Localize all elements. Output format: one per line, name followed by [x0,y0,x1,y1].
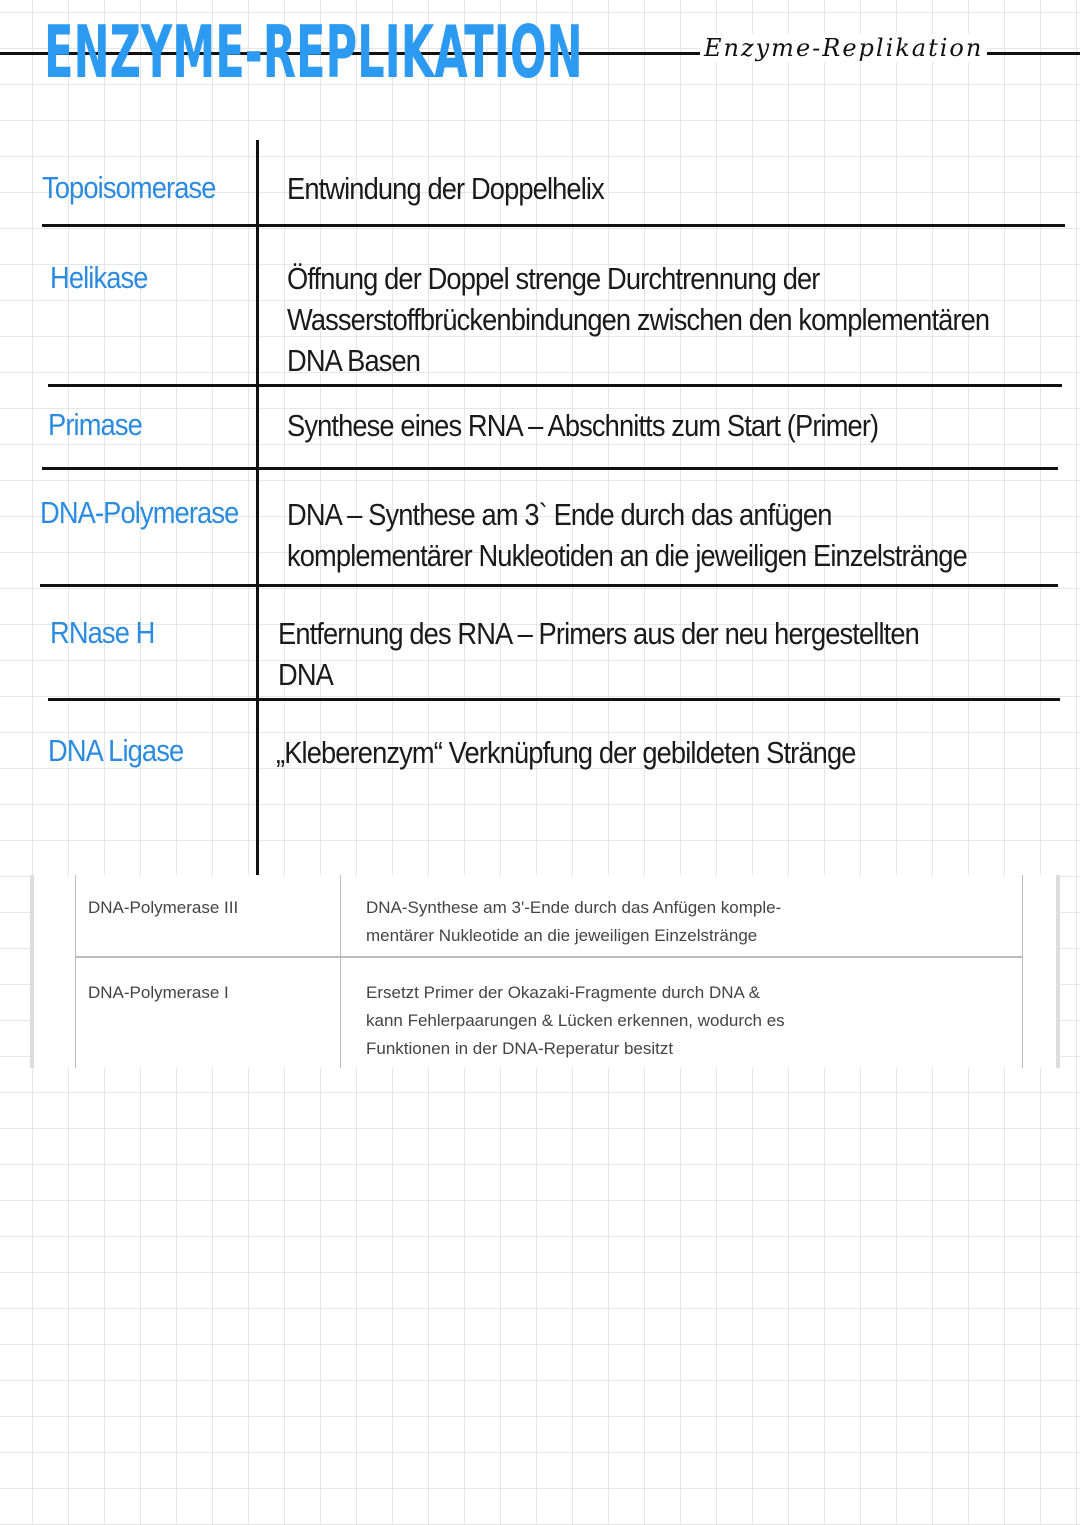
row-divider [48,384,1062,387]
row-divider [40,584,1058,587]
pasted-table-column-divider [340,875,341,1068]
enzyme-label: Primase [48,407,142,442]
enzyme-label: DNA-Polymerase [40,495,239,530]
row-divider [42,224,1065,227]
enzyme-label: DNA Ligase [48,733,184,768]
table-column-divider [256,140,259,875]
enzyme-label: RNase H [50,615,155,650]
enzyme-description: Synthese eines RNA – Abschnitts zum Start (Primer) [287,408,879,443]
pasted-table-border [75,875,76,1068]
row-divider [48,698,1060,701]
pasted-enzyme-description: Ersetzt Primer der Okazaki-Fragmente durch DNA & kann Fehlerpaarungen & Lücken erkennen, wodurch es Funktionen in der DNA-Reperatur besitzt [366,983,785,1058]
pasted-enzyme-label: DNA-Polymerase III [88,898,239,917]
enzyme-description: Öffnung der Doppel strenge Durchtrennung der Wasserstoffbrückenbindungen zwischen den komplementären DNA Basen [287,261,990,378]
enzyme-description: Entfernung des RNA – Primers aus der neu hergestellten DNA [278,616,919,692]
pasted-table-border [1022,875,1023,1068]
pasted-table [30,875,1060,1068]
enzyme-description: „Kleberenzym“ Verknüpfung der gebildeten Stränge [276,735,856,770]
page-subtitle: Enzyme-Replikation [700,34,987,62]
row-divider [42,467,1058,470]
pasted-enzyme-label: DNA-Polymerase I [88,983,229,1002]
enzyme-label: Topoisomerase [42,170,216,205]
pasted-table-row-divider [75,956,1023,958]
enzyme-description: DNA – Synthese am 3` Ende durch das anfügen komplementärer Nukleotiden an die jeweiligen Einzelstränge [287,497,967,573]
enzyme-description: Entwindung der Doppelhelix [287,171,604,206]
page-title: ENZYME-REPLIKATION [44,10,583,94]
pasted-enzyme-description: DNA-Synthese am 3'-Ende durch das Anfügen komple- mentärer Nukleotide an die jeweiligen Einzelstränge [366,898,782,945]
enzyme-label: Helikase [50,260,148,295]
